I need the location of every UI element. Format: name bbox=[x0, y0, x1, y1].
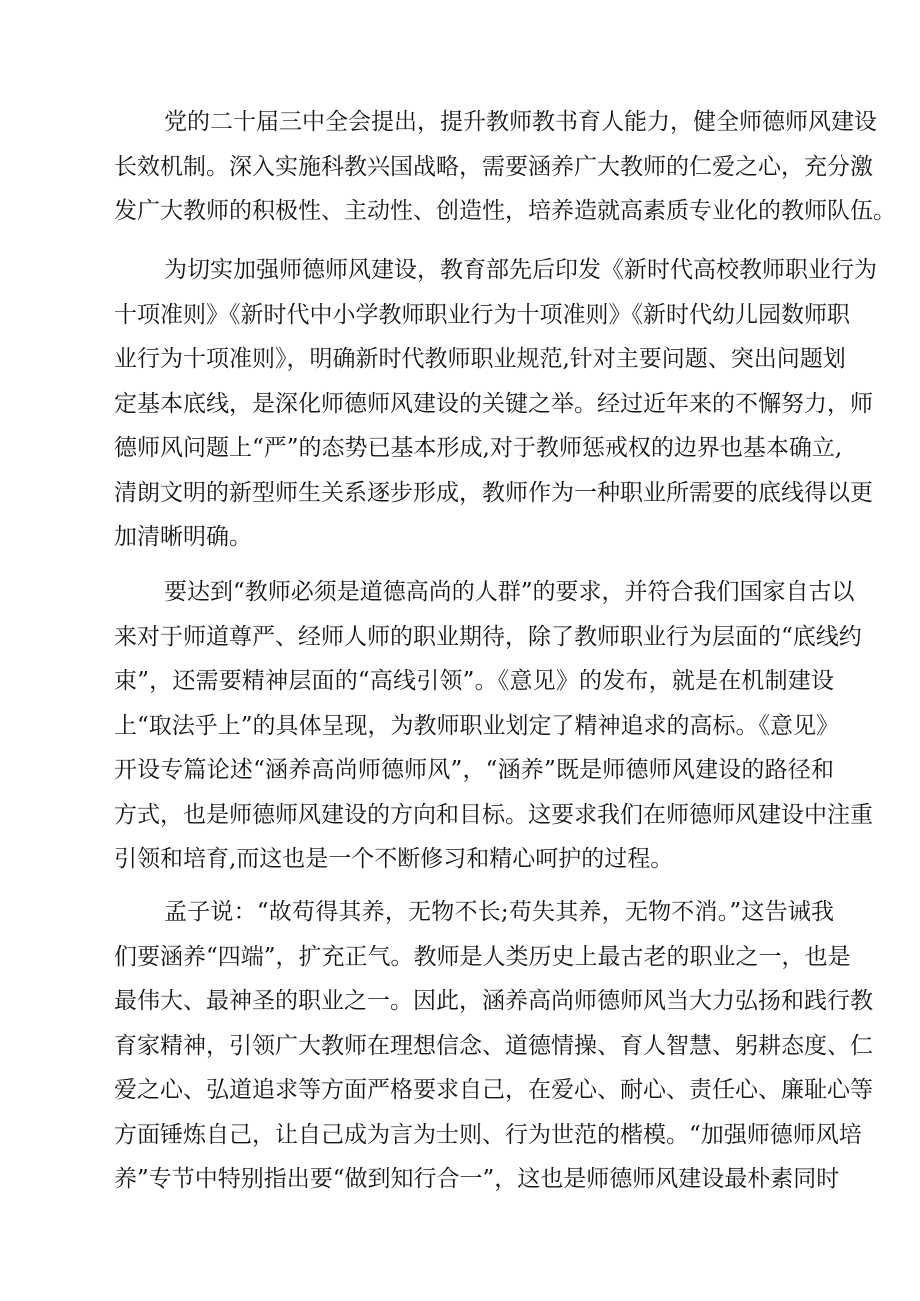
text-line: 来对于师道尊严、经师人师的职业期待，除了教师职业行为层面的“底线约 bbox=[114, 623, 862, 650]
text-line: 爱之心、弘道追求等方面严格要求自己，在爱心、耐心、责任心、廉耻心等 bbox=[114, 1077, 873, 1103]
text-line: 方式，也是师德师风建设的方向和目标。这要求我们在师德师风建设中注重 bbox=[114, 801, 873, 828]
text-line: 们要涵养“四端”，扩充正气。教师是人类历史上最古老的职业之一，也是 bbox=[114, 943, 851, 970]
text-line: 养”专节中特别指出要“做到知行合一”，这也是师德师风建设最朴素同时 bbox=[114, 1166, 840, 1192]
text-line: 党的二十届三中全会提出，提升教师教书育人能力，健全师德师风建设 bbox=[164, 109, 877, 135]
text-line: 要达到“教师必须是道德高尚的人群”的要求，并符合我们国家自古以 bbox=[164, 579, 855, 605]
paragraph-3 bbox=[114, 570, 873, 882]
text-line: 清朗文明的新型师生关系逐步形成，教师作为一种职业所需要的底线得以更 bbox=[114, 479, 873, 506]
text-line: 束”，还需要精神层面的“高线引领”。《意见》的发布，就是在机制建设 bbox=[114, 668, 834, 694]
text-line: 十项准则》《新时代中小学教师职业行为十项准则》《新时代幼儿园数师职 bbox=[114, 301, 850, 328]
text-line: 方面锤炼自己，让自己成为言为士则、行为世范的楷模。“加强师德师风培 bbox=[114, 1121, 862, 1148]
text-line: 德师风问题上“严”的态势已基本形成,对于教师惩戒权的边界也基本确立, bbox=[114, 435, 843, 461]
text-line: 业行为十项准则》，明确新时代教师职业规范,针对主要问题、突出问题划 bbox=[114, 346, 846, 372]
text-line: 孟子说：“故苟得其养，无物不长;苟失其养，无物不消。”这告诫我 bbox=[164, 899, 834, 925]
text-line: 为切实加强师德师风建设，教育部先后印发《新时代高校教师职业行为 bbox=[164, 257, 877, 283]
text-line: 长效机制。深入实施科教兴国战略，需要涵养广大教师的仁爱之心，充分激 bbox=[114, 153, 873, 180]
text-line: 最伟大、最神圣的职业之一。因此，涵养高尚师德师风当大力弘扬和践行教 bbox=[114, 988, 873, 1014]
text-line: 育家精神，引领广大教师在理想信念、道德情操、育人智慧、躬耕态度、仁 bbox=[114, 1032, 873, 1059]
paragraph-4 bbox=[114, 890, 873, 1202]
paragraph-2 bbox=[114, 248, 877, 560]
text-line: 开设专篇论述“涵养高尚师德师风”，“涵养”既是师德师风建设的路径和 bbox=[114, 757, 834, 783]
text-line: 上“取法乎上”的具体呈现，为教师职业划定了精神追求的高标。《意见》 bbox=[114, 712, 840, 739]
text-line: 发广大教师的积极性、主动性、创造性，培养造就高素质专业化的教师队伍。 bbox=[114, 198, 896, 224]
text-line: 加清晰明确。 bbox=[114, 524, 252, 550]
text-line: 引领和培育,而这也是一个不断修习和精心呵护的过程。 bbox=[114, 846, 674, 872]
paragraph-1 bbox=[114, 100, 896, 234]
text-line: 定基本底线，是深化师德师风建设的关键之举。经过近年来的不懈努力，师 bbox=[114, 390, 873, 417]
